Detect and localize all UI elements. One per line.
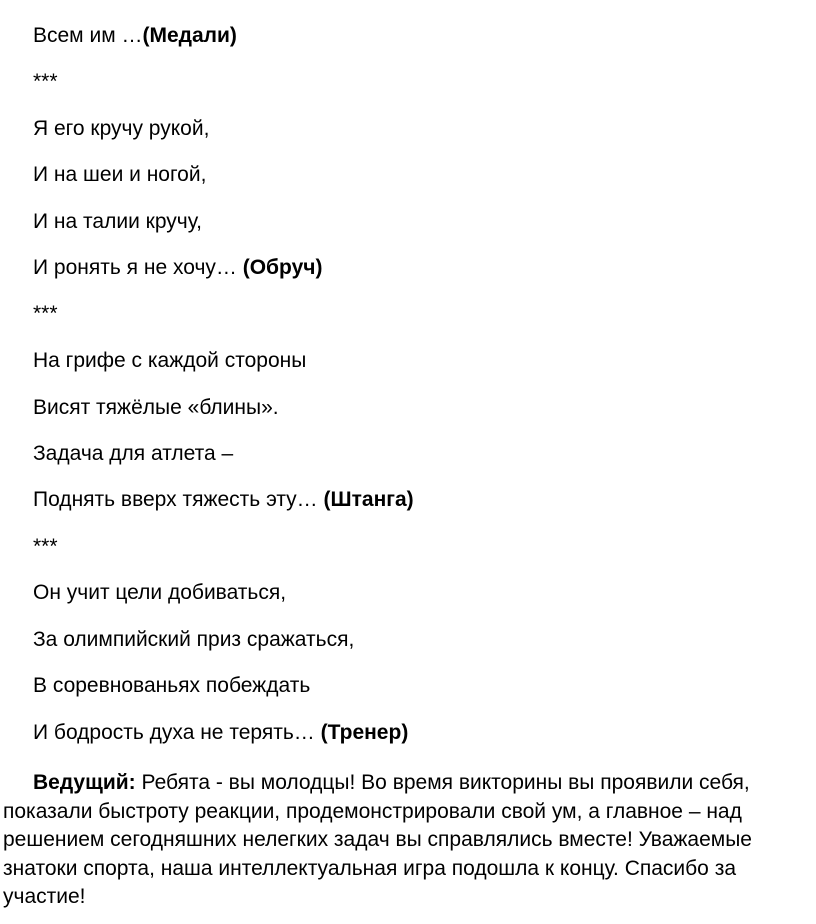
- speaker-label: Ведущий:: [33, 771, 136, 794]
- riddle-line: В соревнованьях побеждать: [33, 674, 311, 697]
- riddle-line: И на шеи и ногой,: [33, 163, 207, 186]
- riddle-text: И бодрость духа не терять…: [33, 721, 321, 744]
- riddle-line: [33, 256, 322, 280]
- riddle-line: [33, 721, 408, 745]
- closing-paragraph: [3, 769, 803, 912]
- riddle-line: Он учит цели добиваться,: [33, 581, 287, 604]
- riddle-line: Задача для атлета –: [33, 442, 234, 465]
- riddle-answer: (Медали): [142, 24, 237, 47]
- separator: ***: [33, 302, 58, 325]
- riddle-text: Всем им …: [33, 24, 143, 47]
- riddle-line: [33, 24, 237, 48]
- riddle-line: Висят тяжёлые «блины».: [33, 396, 279, 419]
- riddle-line: И на талии кручу,: [33, 210, 202, 233]
- riddle-answer: (Обруч): [242, 256, 323, 279]
- riddle-line: За олимпийский приз сражаться,: [33, 628, 355, 651]
- separator: ***: [33, 70, 58, 93]
- riddle-line: Я его кручу рукой,: [33, 117, 210, 140]
- riddle-answer: (Тренер): [320, 721, 409, 744]
- riddle-text: И ронять я не хочу…: [33, 256, 243, 279]
- riddle-line: [33, 488, 414, 512]
- closing-text: Ребята - вы молодцы! Во время викторины вы проявили себя, показали быстроту реакции, продемонстрировали свой ум, а главное – над решением сегодняшних нелегких задач вы справлялись вместе! Уважаемые знатоки спорта, наша интеллектуальная игра подошла к концу. Спасибо за участие!: [3, 771, 752, 908]
- riddle-line: На грифе с каждой стороны: [33, 349, 307, 372]
- separator: ***: [33, 535, 58, 558]
- riddle-text: Поднять вверх тяжесть эту…: [33, 488, 324, 511]
- riddle-answer: (Штанга): [323, 488, 414, 511]
